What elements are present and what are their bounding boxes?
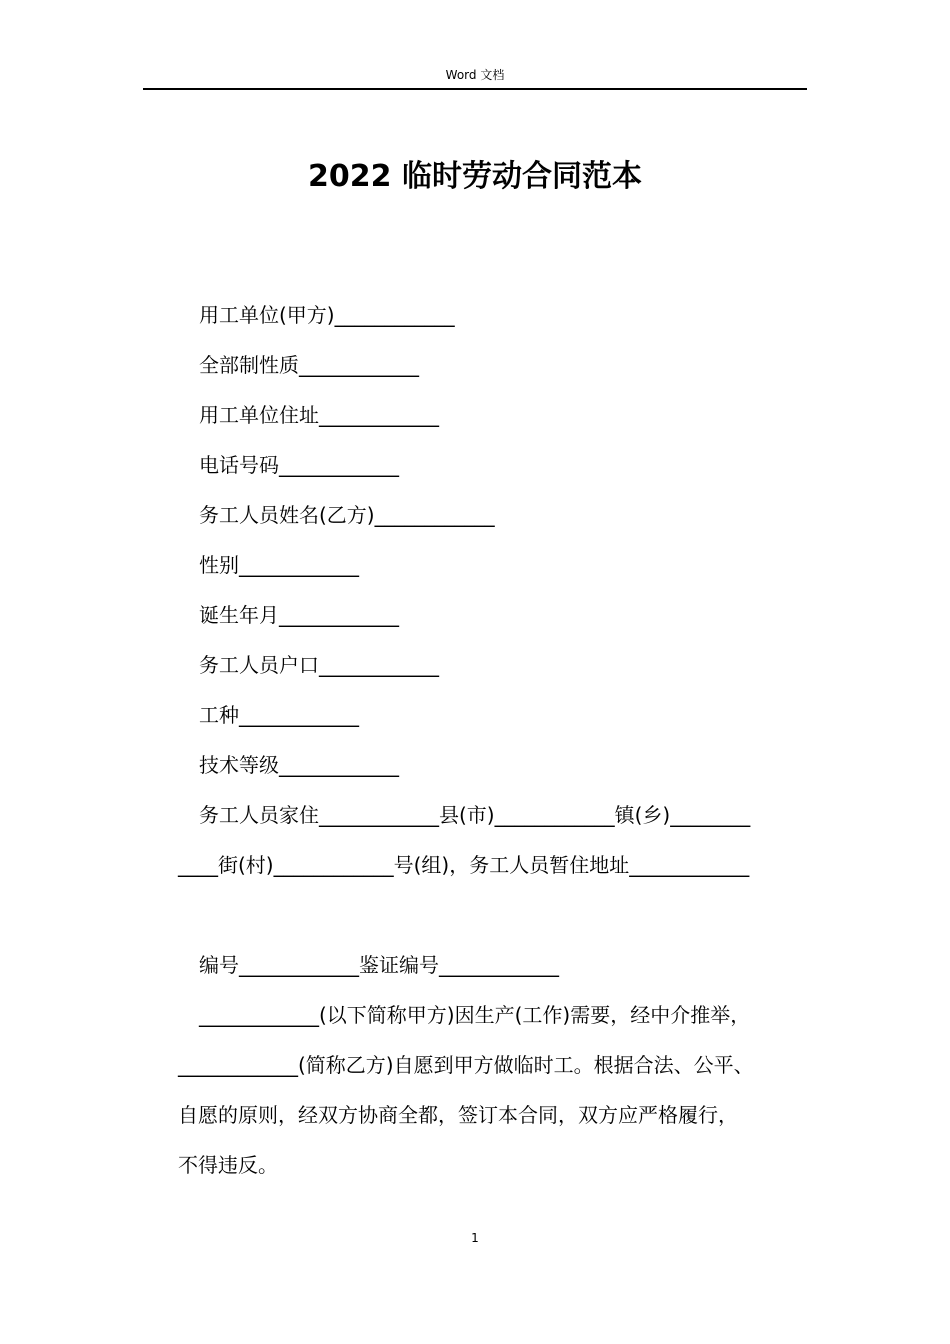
page-number: 1 xyxy=(471,1231,479,1245)
header-text: Word 文档 xyxy=(445,68,505,82)
field-job-type: 工种____________ xyxy=(199,703,359,727)
field-worker-name: 务工人员姓名(乙方)____________ xyxy=(199,503,495,527)
field-employer-address: 用工单位住址____________ xyxy=(199,403,439,427)
address-line-1: 务工人员家住____________县(市)____________镇(乡)________ xyxy=(199,803,751,827)
field-ownership: 全部制性质____________ xyxy=(199,353,419,377)
spacer xyxy=(178,890,807,940)
page-footer xyxy=(0,1230,950,1246)
paragraph-line-4: 不得违反。 xyxy=(178,1153,278,1177)
document-body xyxy=(178,290,807,1190)
paragraph-line-1: ____________(以下简称甲方)因生产(工作)需要，经中介推举， xyxy=(199,1003,751,1027)
field-household: 务工人员户口____________ xyxy=(199,653,439,677)
address-line-2: ____街(村)____________号(组)，务工人员暂住地址____________ xyxy=(178,853,750,877)
field-birth-date: 诞生年月____________ xyxy=(199,603,399,627)
field-phone: 电话号码____________ xyxy=(199,453,399,477)
field-skill-level: 技术等级____________ xyxy=(199,753,399,777)
paragraph-line-2: ____________(简称乙方)自愿到甲方做临时工。根据合法、公平、 xyxy=(178,1053,754,1077)
field-gender: 性别____________ xyxy=(199,553,359,577)
field-employer: 用工单位(甲方)____________ xyxy=(199,303,455,327)
numbers-line: 编号____________鉴证编号____________ xyxy=(199,953,559,977)
page-header xyxy=(143,66,807,90)
paragraph-line-3: 自愿的原则，经双方协商全都，签订本合同，双方应严格履行， xyxy=(178,1103,738,1127)
document-title: 2022 临时劳动合同范本 xyxy=(308,159,642,194)
